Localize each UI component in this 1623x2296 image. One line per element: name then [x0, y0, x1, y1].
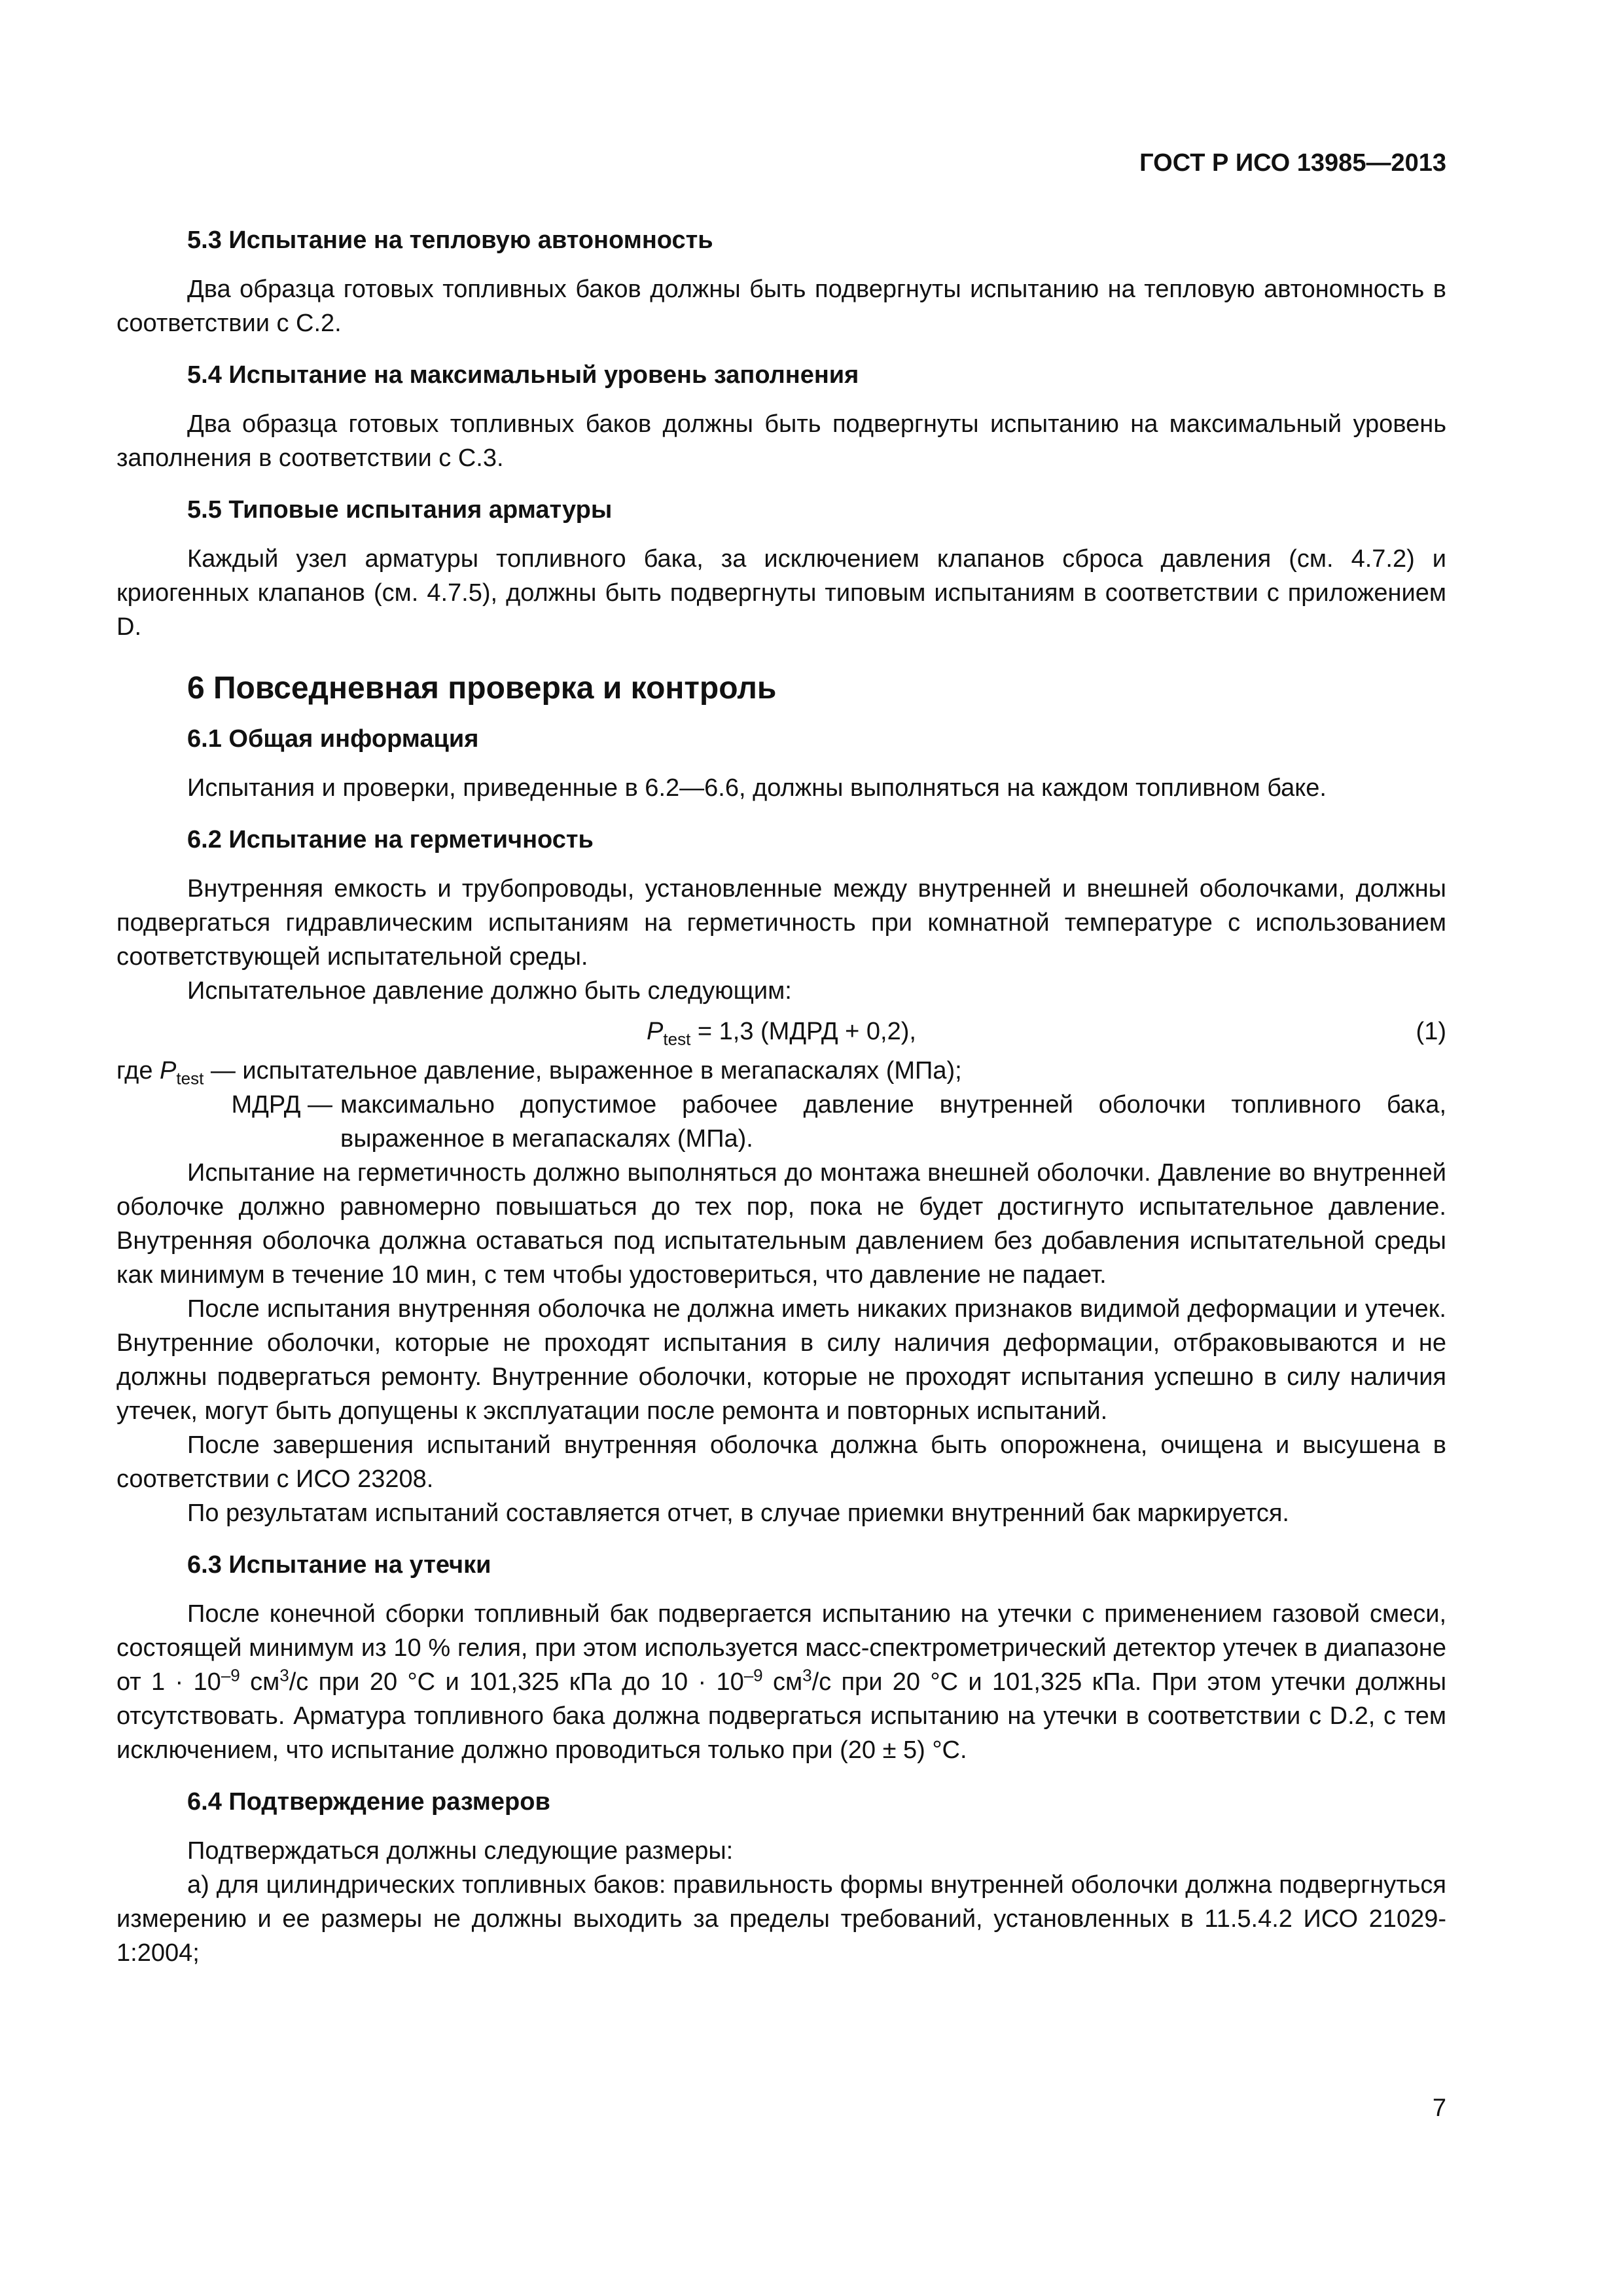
definition-term: МДРД — [231, 1091, 332, 1119]
formula-expression: $P_{test} = 1,3$ (МДРД + 0,2), [647, 1018, 916, 1049]
section-5-5-title: 5.5 Типовые испытания арматуры [187, 496, 613, 524]
section-6-2-paragraph-1: Внутренняя емкость и трубопроводы, установленные между внутренней и внешней оболочками, должны подвергаться гидравлическим испытаниям на герметичность при комнатной температуре с использованием соответствующей испытательной среды. [116, 875, 1446, 971]
section-5-3-title: 5.3 Испытание на тепловую автономность [187, 226, 713, 254]
section-5-4-title: 5.4 Испытание на максимальный уровень заполнения [187, 361, 859, 389]
list-item-a: а) для цилиндрических топливных баков: правильность формы внутренней оболочки должна подвергнуться измерению и ее размеры не должны выходить за пределы требований, установленных в 11.5.4.2 ИСО 21029-1:2004; [116, 1871, 1446, 1967]
section-5-4-text: Два образца готовых топливных баков должны быть подвергнуты испытанию на максимальный уровень заполнения в соответствии с С.3. [116, 410, 1446, 472]
section-5-3-text: Два образца готовых топливных баков должны быть подвергнуты испытанию на тепловую автономность в соответствии с С.2. [116, 276, 1446, 337]
section-6-2-paragraph-3: Испытание на герметичность должно выполняться до монтажа внешней оболочки. Давление во внутренней оболочке должно равномерно повышаться до тех пор, пока не будет достигнуто испытательное давление. Внутренняя оболочка должна оставаться под испытательным давлением без добавления испытательной среды как минимум в течение 10 мин, с тем чтобы удостовериться, что давление не падает. [116, 1159, 1446, 1289]
section-6-4-paragraph-1: Подтверждаться должны следующие размеры: [187, 1837, 734, 1865]
section-6-2-paragraph-2: Испытательное давление должно быть следующим: [187, 977, 792, 1005]
formula-1 [116, 1014, 1446, 1051]
section-5-5-text: Каждый узел арматуры топливного бака, за исключением клапанов сброса давления (см. 4.7.2) и криогенных клапанов (см. 4.7.5), должны быть подвергнуты типовым испытаниям в соответствии с приложением D. [116, 545, 1446, 641]
page-number: 7 [1432, 2094, 1446, 2122]
definition-mdrd [116, 1088, 1446, 1156]
definition-p-test: где $P_{test}$ — испытательное давление, выраженное в мегапаскалях (МПа); [116, 1057, 962, 1088]
section-6-2-paragraph-5: После завершения испытаний внутренняя оболочка должна быть опорожнена, очищена и высушена в соответствии с ИСО 23208. [116, 1431, 1446, 1493]
document-content [116, 223, 1446, 1970]
section-6-3-title: 6.3 Испытание на утечки [187, 1551, 491, 1579]
section-6-2-paragraph-4: После испытания внутренняя оболочка не должна иметь никаких признаков видимой деформации и утечек. Внутренние оболочки, которые не проходят испытания в силу наличия деформации, отбраковываются и не должны подвергаться ремонту. Внутренние оболочки, которые не проходят испытания успешно в силу наличия утечек, могут быть допущены к эксплуатации после ремонта и повторных испытаний. [116, 1295, 1446, 1425]
section-6-2-paragraph-6: По результатам испытаний составляется отчет, в случае приемки внутренний бак маркируется. [187, 1499, 1289, 1527]
section-6-1-text: Испытания и проверки, приведенные в 6.2—6.6, должны выполняться на каждом топливном баке. [187, 774, 1327, 802]
section-6-2-title: 6.2 Испытание на герметичность [187, 826, 594, 853]
definition-text: максимально допустимое рабочее давление внутренней оболочки топливного бака, выраженное в мегапаскалях (МПа). [340, 1091, 1446, 1153]
section-6-1-title: 6.1 Общая информация [187, 725, 479, 753]
section-6-title: 6 Повседневная проверка и контроль [187, 671, 777, 706]
section-6-4-title: 6.4 Подтверждение размеров [187, 1788, 550, 1816]
section-6-3-text: После конечной сборки топливный бак подвергается испытанию на утечки с применением газовой смеси, состоящей минимум из 10 % гелия, при этом используется масс-спектрометрический детектор утечек в диапазоне от $1 \cdot 10^{-9}$ $см^3/с$ при 20 °С и 101,325 кПа до $10 \cdot 10^{-9}$ $см^3/с$ при 20 °С и 101,325 кПа. При этом утечки должны отсутствовать. Арматура топливного бака должна подвергаться испытанию на утечки в соответствии с D.2, с тем исключением, что испытание должно проводиться только при (20 ± 5) °С. [116, 1600, 1447, 1764]
document-id-header: ГОСТ Р ИСО 13985—2013 [1139, 149, 1446, 177]
formula-number: (1) [1416, 1018, 1446, 1045]
